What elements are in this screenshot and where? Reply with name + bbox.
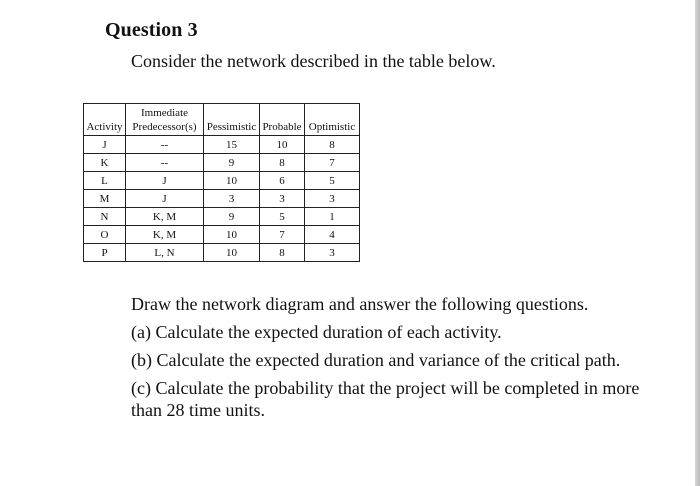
cell-activity: M — [84, 190, 126, 208]
cell-optimistic: 4 — [305, 226, 360, 244]
cell-activity: P — [84, 244, 126, 262]
cell-probable: 8 — [260, 244, 305, 262]
part-c: (c) Calculate the probability that the project will be completed in more than 28 time units. — [131, 378, 640, 420]
table-row — [84, 190, 360, 208]
cell-pessimistic: 9 — [204, 154, 260, 172]
table-row — [84, 244, 360, 262]
header-predecessors: Predecessor(s) — [126, 120, 204, 136]
header-blank-pessimistic — [204, 104, 260, 121]
table-row — [84, 136, 360, 154]
cell-optimistic: 7 — [305, 154, 360, 172]
cell-predecessors: -- — [126, 136, 204, 154]
page-edge-shadow — [695, 0, 700, 486]
question-title: Question 3 — [105, 19, 198, 41]
header-immediate: Immediate — [126, 104, 204, 121]
cell-pessimistic: 3 — [204, 190, 260, 208]
cell-pessimistic: 10 — [204, 172, 260, 190]
cell-pessimistic: 10 — [204, 226, 260, 244]
cell-probable: 8 — [260, 154, 305, 172]
header-probable: Probable — [260, 120, 305, 136]
part-a: (a) Calculate the expected duration of each activity. — [131, 322, 502, 342]
table-row — [84, 226, 360, 244]
header-blank-activity — [84, 104, 126, 121]
cell-probable: 6 — [260, 172, 305, 190]
activity-table — [83, 103, 360, 262]
cell-predecessors: -- — [126, 154, 204, 172]
cell-optimistic: 3 — [305, 244, 360, 262]
cell-optimistic: 1 — [305, 208, 360, 226]
cell-probable: 3 — [260, 190, 305, 208]
question-intro: Consider the network described in the table below. — [131, 51, 496, 71]
cell-optimistic: 3 — [305, 190, 360, 208]
cell-pessimistic: 9 — [204, 208, 260, 226]
table-row — [84, 208, 360, 226]
cell-probable: 5 — [260, 208, 305, 226]
header-blank-optimistic — [305, 104, 360, 121]
part-b: (b) Calculate the expected duration and variance of the critical path. — [131, 350, 621, 370]
cell-optimistic: 8 — [305, 136, 360, 154]
header-activity: Activity — [84, 120, 126, 136]
cell-predecessors: K, M — [126, 226, 204, 244]
cell-predecessors: J — [126, 172, 204, 190]
cell-optimistic: 5 — [305, 172, 360, 190]
cell-activity: L — [84, 172, 126, 190]
table-row — [84, 172, 360, 190]
question-body — [131, 293, 651, 427]
instructions-lead: Draw the network diagram and answer the following questions. — [131, 294, 589, 314]
header-pessimistic: Pessimistic — [204, 120, 260, 136]
cell-activity: J — [84, 136, 126, 154]
cell-predecessors: L, N — [126, 244, 204, 262]
header-blank-probable — [260, 104, 305, 121]
table-row — [84, 154, 360, 172]
cell-predecessors: J — [126, 190, 204, 208]
cell-pessimistic: 10 — [204, 244, 260, 262]
cell-probable: 10 — [260, 136, 305, 154]
cell-probable: 7 — [260, 226, 305, 244]
cell-activity: N — [84, 208, 126, 226]
cell-activity: K — [84, 154, 126, 172]
cell-predecessors: K, M — [126, 208, 204, 226]
table-header-row — [84, 120, 360, 136]
cell-pessimistic: 15 — [204, 136, 260, 154]
header-optimistic: Optimistic — [305, 120, 360, 136]
table-header-row-top — [84, 104, 360, 121]
cell-activity: O — [84, 226, 126, 244]
